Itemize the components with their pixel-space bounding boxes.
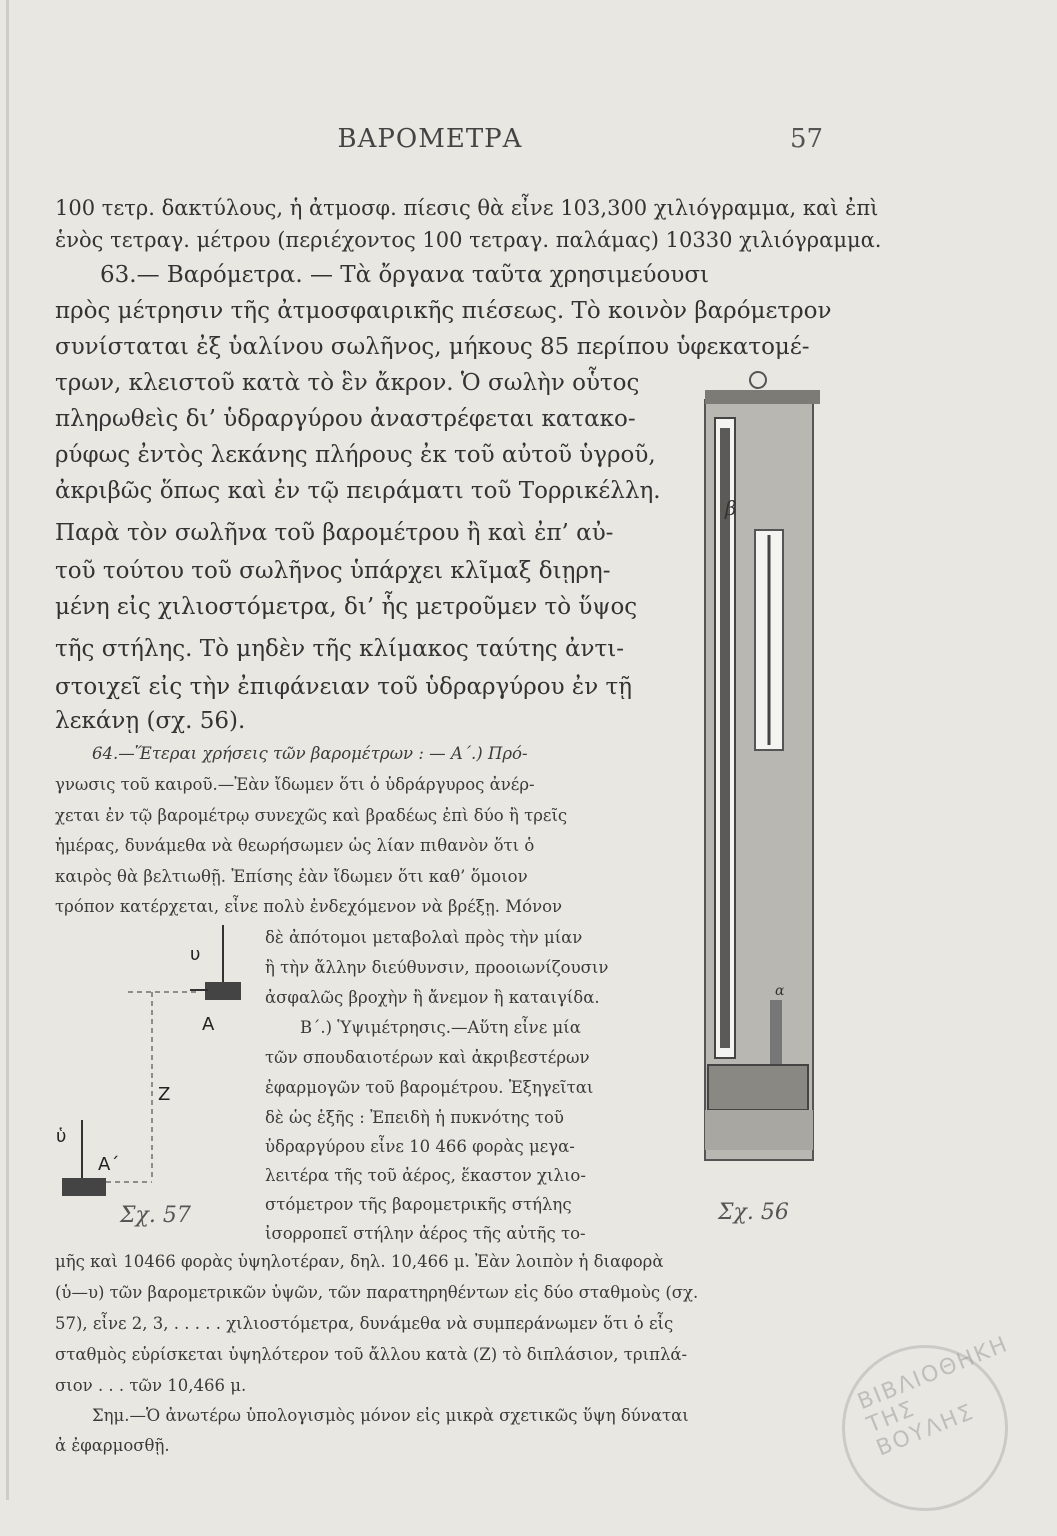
stamp-text: ΒΙΒΛΙΟΘΗΚΗ ΤΗΣ ΒΟΥΛΗΣ	[854, 1331, 1013, 1462]
text-line: συνίσταται ἐξ ὑαλίνου σωλῆνος, μήκους 85 περίπου ὑφεκατομέ-	[55, 334, 810, 360]
text-line: ἑνὸς τετραγ. μέτρου (περιέχοντος 100 τετραγ. παλάμας) 10330 χιλιόγραμμα.	[55, 228, 882, 252]
text-line: τῶν σπουδαιοτέρων καὶ ἀκριβεστέρων	[265, 1048, 590, 1067]
text-line: ἰσορροπεῖ στήλην ἀέρος τῆς αὐτῆς το-	[265, 1224, 586, 1243]
label-a-prime: A΄	[98, 1154, 120, 1175]
text-line: ἢ τὴν ἄλλην διεύθυνσιν, προοιωνίζουσιν	[265, 958, 609, 977]
text-line: 57), εἶνε 2, 3, . . . . . χιλιοστόμετρα, δυνάμεθα νὰ συμπεράνωμεν ὅτι ὁ εἷς	[55, 1314, 674, 1333]
text-line: Παρὰ τὸν σωλῆνα τοῦ βαρομέτρου ἢ καὶ ἐπ’ αὐ-	[55, 520, 614, 546]
text-line: 100 τετρ. δακτύλους, ἡ ἀτμοσφ. πίεσις θὰ εἶνε 103,300 χιλιόγραμμα, καὶ ἐπὶ	[55, 196, 879, 220]
text-line: καιρὸς θὰ βελτιωθῇ. Ἐπίσης ἐὰν ἴδωμεν ὅτι καθ’ ὅμοιον	[55, 867, 528, 886]
text-line: σταθμὸς εὑρίσκεται ὑψηλότερον τοῦ ἄλλου κατὰ (Ζ) τὸ διπλάσιον, τριπλά-	[55, 1345, 688, 1364]
text-line: λειτέρα τῆς τοῦ ἀέρος, ἕκαστον χιλιο-	[265, 1166, 586, 1185]
label-a: A	[202, 1014, 215, 1035]
text-line: στόμετρον τῆς βαρομετρικῆς στήλης	[265, 1195, 572, 1214]
library-stamp	[817, 1320, 1033, 1536]
text-line: λεκάνῃ (σχ. 56).	[55, 708, 246, 734]
figure-56-caption: Σχ. 56	[718, 1200, 789, 1225]
barometer-illustration	[690, 360, 840, 1210]
text-line: ἀσφαλῶς βροχὴν ἢ ἄνεμον ἢ καταιγίδα.	[265, 988, 600, 1007]
text-line: τῆς στήλης. Τὸ μηδὲν τῆς κλίμακος ταύτης ἀντι-	[55, 636, 624, 662]
text-line: ἐφαρμογῶν τοῦ βαρομέτρου. Ἐξηγεῖται	[265, 1078, 594, 1097]
text-line: γνωσις τοῦ καιροῦ.—Ἐὰν ἴδωμεν ὅτι ὁ ὑδράργυρος ἀνέρ-	[55, 775, 535, 794]
text-line: μένη εἰς χιλιοστόμετρα, δι’ ἧς μετροῦμεν τὸ ὕψος	[55, 594, 638, 620]
text-line: τοῦ τούτου τοῦ σωλῆνος ὑπάρχει κλῖμαξ διῃρη-	[55, 558, 611, 584]
note-line: Σημ.—Ὁ ἀνωτέρω ὑπολογισμὸς μόνον εἰς μικρὰ σχετικῶς ὕψη δύναται	[92, 1406, 689, 1425]
text-line: στοιχεῖ εἰς τὴν ἐπιφάνειαν τοῦ ὑδραργύρου ἐν τῇ	[55, 674, 633, 700]
label-z: Z	[158, 1084, 171, 1105]
text-line: (ὑ—υ) τῶν βαρομετρικῶν ὑψῶν, τῶν παρατηρηθέντων εἰς δύο σταθμοὺς (σχ.	[55, 1283, 699, 1302]
page-edge	[6, 0, 9, 1500]
altimetry-diagram	[50, 920, 265, 1210]
note-line: ἀ ἐφαρμοσθῇ.	[55, 1436, 170, 1455]
scale-label-alpha: α	[775, 983, 785, 999]
text-line: δὲ ὡς ἑξῆς : Ἐπειδὴ ἡ πυκνότης τοῦ	[265, 1108, 564, 1127]
text-line: πληρωθεὶς δι’ ὑδραργύρου ἀναστρέφεται κατακο-	[55, 406, 636, 432]
text-line: ἀκριβῶς ὅπως καὶ ἐν τῷ πειράματι τοῦ Τορρικέλλη.	[55, 478, 661, 504]
label-u: υ	[190, 944, 201, 965]
running-header: ΒΑΡΟΜΕΤΡΑ	[337, 124, 523, 154]
text-line: χεται ἐν τῷ βαρομέτρῳ συνεχῶς καὶ βραδέως ἐπὶ δύο ἢ τρεῖς	[55, 806, 568, 825]
text-line: μῆς καὶ 10466 φορὰς ὑψηλοτέραν, δηλ. 10,466 μ. Ἐὰν λοιπὸν ἡ διαφορὰ	[55, 1252, 664, 1271]
text-line: τρόπον κατέρχεται, εἶνε πολὺ ἐνδεχόμενον νὰ βρέξῃ. Μόνον	[55, 897, 563, 916]
text-line: δὲ ἀπότομοι μεταβολαὶ πρὸς τὴν μίαν	[265, 928, 583, 947]
page-number: 57	[790, 124, 824, 154]
scale-label-beta: β	[725, 496, 737, 520]
text-line: ἡμέρας, δυνάμεθα νὰ θεωρήσωμεν ὡς λίαν πιθανὸν ὅτι ὁ	[55, 836, 535, 855]
text-line: ὑδραργύρου εἶνε 10 466 φορὰς μεγα-	[265, 1137, 575, 1156]
text-line: Β΄.) Ὑψιμέτρησις.—Αὕτη εἶνε μία	[300, 1018, 581, 1037]
text-line: τρων, κλειστοῦ κατὰ τὸ ἓν ἄκρον. Ὁ σωλὴν οὗτος	[55, 370, 640, 396]
text-line: ρύφως ἐντὸς λεκάνης πλήρους ἐκ τοῦ αὐτοῦ ὑγροῦ,	[55, 442, 656, 468]
section-heading-63: 63.— Βαρόμετρα. — Τὰ ὄργανα ταῦτα χρησιμεύουσι	[100, 262, 710, 288]
section-heading-64: 64.—Ἕτεραι χρήσεις τῶν βαρομέτρων : — Α΄.) Πρό-	[92, 744, 528, 763]
figure-57-caption: Σχ. 57	[120, 1203, 191, 1228]
label-u-prime: ὑ	[56, 1126, 67, 1147]
text-line: σιον . . . τῶν 10,466 μ.	[55, 1376, 247, 1395]
text-line: πρὸς μέτρησιν τῆς ἀτμοσφαιρικῆς πιέσεως. Τὸ κοινὸν βαρόμετρον	[55, 298, 832, 324]
